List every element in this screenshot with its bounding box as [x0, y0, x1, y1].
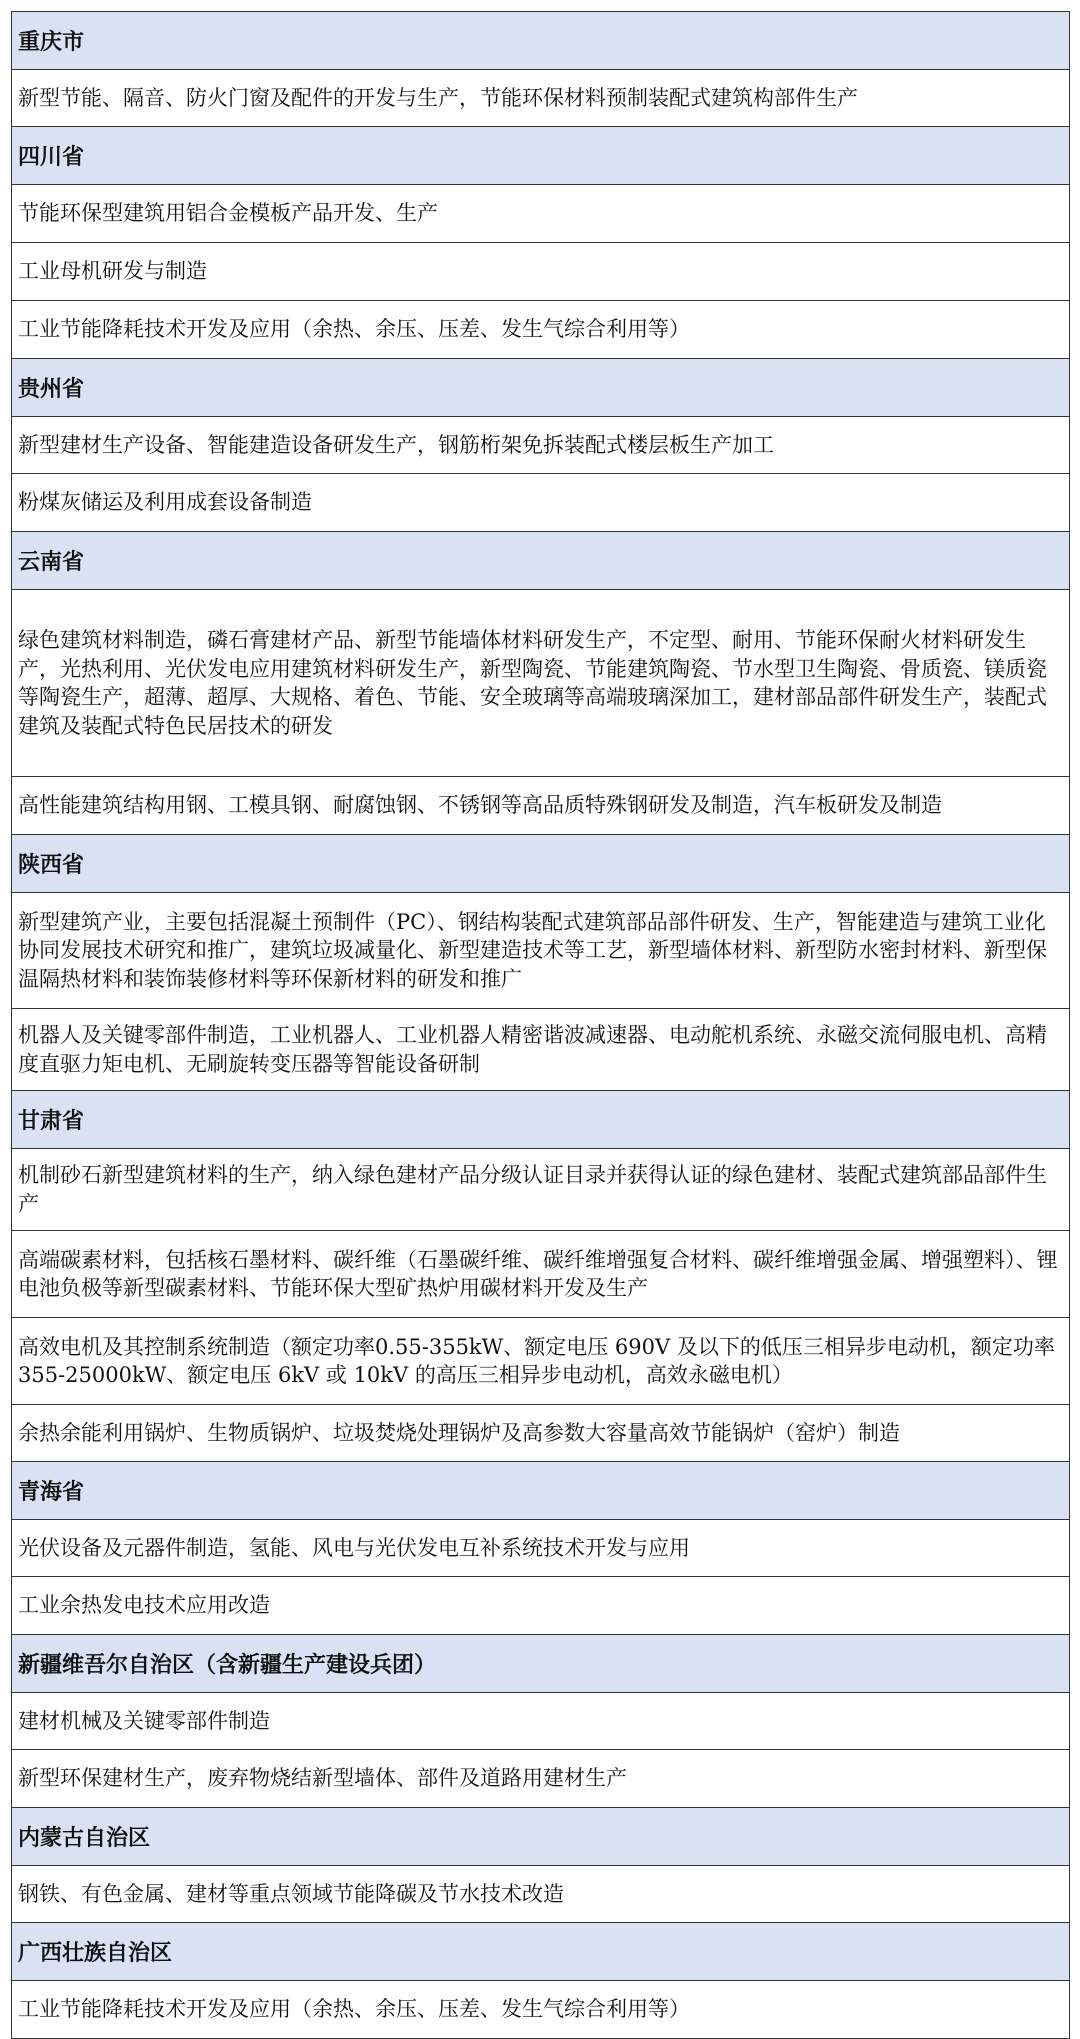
- industry-item-row: [12, 1866, 1069, 1923]
- industry-item-row: [12, 1009, 1069, 1091]
- industry-item-text: 绿色建筑材料制造，磷石膏建材产品、新型节能墙体材料研发生产，不定型、耐用、节能环保耐火材料研发生产，光热利用、光伏发电应用建筑材料研发生产，新型陶瓷、节能建筑陶瓷、节水型卫生陶瓷、骨质瓷、镁质瓷等陶瓷生产，超薄、超厚、大规格、着色、节能、安全玻璃等高端玻璃深加工，建材部品部件研发生产，装配式建筑及装配式特色民居技术的研发: [18, 628, 1047, 738]
- industry-item-row: [12, 243, 1069, 301]
- industry-item-row: [12, 1750, 1069, 1808]
- region-name: 重庆市: [18, 29, 85, 55]
- region-name: 陕西省: [18, 852, 85, 878]
- industry-item-text: 机制砂石新型建筑材料的生产，纳入绿色建材产品分级认证目录并获得认证的绿色建材、装配式建筑部品部件生产: [18, 1163, 1047, 1216]
- industry-item-text: 工业节能降耗技术开发及应用（余热、余压、压差、发生气综合利用等）: [18, 1997, 690, 2022]
- industry-item-text: 新型建材生产设备、智能建造设备研发生产，钢筋桁架免拆装配式楼层板生产加工: [18, 432, 774, 457]
- industry-item-row: [12, 1577, 1069, 1635]
- region-header: [12, 532, 1069, 590]
- industry-item-row: [12, 474, 1069, 532]
- industry-item-row: [12, 1981, 1069, 2039]
- industry-item-row: [12, 1405, 1069, 1462]
- region-name: 广西壮族自治区: [18, 1940, 173, 1966]
- industry-item-row: [12, 185, 1069, 243]
- industry-item-text: 机器人及关键零部件制造，工业机器人、工业机器人精密谐波减速器、电动舵机系统、永磁交流伺服电机、高精度直驱力矩电机、无刷旋转变压器等智能设备研制: [18, 1023, 1047, 1076]
- industry-catalog-table: [11, 11, 1070, 2039]
- industry-item-text: 建材机械及关键零部件制造: [18, 1708, 270, 1733]
- region-name: 甘肃省: [18, 1108, 85, 1134]
- industry-item-row: [12, 417, 1069, 474]
- region-name: 新疆维吾尔自治区（含新疆生产建设兵团）: [18, 1652, 437, 1678]
- region-name: 内蒙古自治区: [18, 1825, 151, 1851]
- industry-item-row: [12, 1318, 1069, 1405]
- industry-item-row: [12, 1693, 1069, 1750]
- industry-item-text: 光伏设备及元器件制造，氢能、风电与光伏发电互补系统技术开发与应用: [18, 1535, 690, 1560]
- industry-item-text: 工业余热发电技术应用改造: [18, 1593, 270, 1618]
- region-header: [12, 1923, 1069, 1981]
- industry-item-text: 粉煤灰储运及利用成套设备制造: [18, 490, 312, 515]
- region-name: 云南省: [18, 549, 85, 575]
- region-header: [12, 127, 1069, 185]
- region-name: 青海省: [18, 1479, 85, 1505]
- region-header: [12, 1808, 1069, 1866]
- industry-item-text: 新型节能、隔音、防火门窗及配件的开发与生产，节能环保材料预制装配式建筑构部件生产: [18, 85, 858, 110]
- industry-item-row: [12, 1231, 1069, 1318]
- industry-item-text: 高端碳素材料，包括核石墨材料、碳纤维（石墨碳纤维、碳纤维增强复合材料、碳纤维增强金属、增强塑料）、锂电池负极等新型碳素材料、节能环保大型矿热炉用碳材料开发及生产: [18, 1247, 1058, 1300]
- region-header: [12, 1462, 1069, 1520]
- industry-item-row: [12, 1149, 1069, 1231]
- industry-item-text: 工业节能降耗技术开发及应用（余热、余压、压差、发生气综合利用等）: [18, 317, 690, 342]
- industry-item-text: 工业母机研发与制造: [18, 259, 207, 284]
- industry-item-text: 新型建筑产业，主要包括混凝土预制件（PC）、钢结构装配式建筑部品部件研发、生产，智能建造与建筑工业化协同发展技术研究和推广，建筑垃圾减量化、新型建造技术等工艺，新型墙体材料、新型防水密封材料、新型保温隔热材料和装饰装修材料等环保新材料的研发和推广: [18, 909, 1047, 991]
- industry-item-text: 节能环保型建筑用铝合金模板产品开发、生产: [18, 201, 438, 226]
- industry-item-row: [12, 893, 1069, 1009]
- industry-item-row: [12, 1520, 1069, 1577]
- industry-item-text: 高性能建筑结构用钢、工模具钢、耐腐蚀钢、不锈钢等高品质特殊钢研发及制造，汽车板研发及制造: [18, 793, 942, 818]
- region-header: [12, 1635, 1069, 1693]
- industry-item-text: 钢铁、有色金属、建材等重点领域节能降碳及节水技术改造: [18, 1881, 564, 1906]
- industry-item-row: [12, 301, 1069, 359]
- region-header: [12, 359, 1069, 417]
- region-header: [12, 835, 1069, 893]
- region-header: [12, 1091, 1069, 1149]
- industry-item-row: [12, 777, 1069, 835]
- region-name: 贵州省: [18, 376, 85, 402]
- industry-item-row: [12, 70, 1069, 127]
- industry-item-row: [12, 590, 1069, 777]
- industry-item-text: 高效电机及其控制系统制造（额定功率0.55-355kW、额定电压 690V 及以下的低压三相异步电动机，额定功率355-25000kW、额定电压 6kV 或 10kV 的高压三相异步电动机，高效永磁电机）: [18, 1334, 1055, 1387]
- industry-item-text: 新型环保建材生产，废弃物烧结新型墙体、部件及道路用建材生产: [18, 1766, 627, 1791]
- region-header: [12, 12, 1069, 70]
- industry-item-text: 余热余能利用锅炉、生物质锅炉、垃圾焚烧处理锅炉及高参数大容量高效节能锅炉（窑炉）制造: [18, 1420, 900, 1445]
- region-name: 四川省: [18, 144, 85, 170]
